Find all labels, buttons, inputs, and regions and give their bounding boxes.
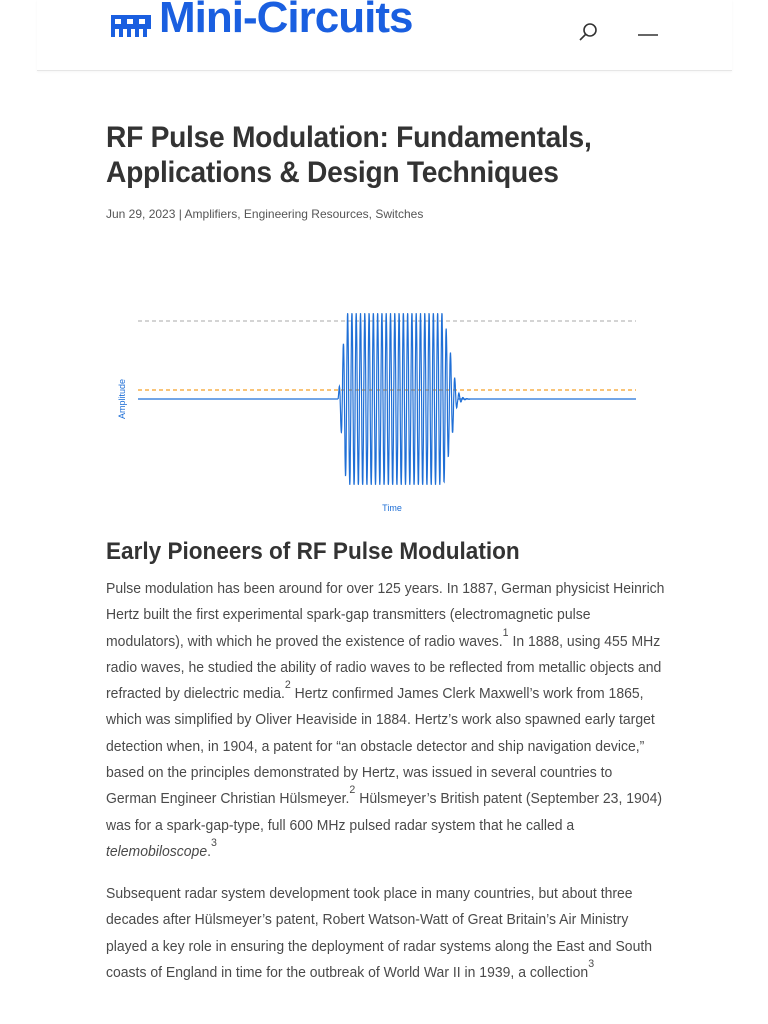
paragraph-early-pioneers: Pulse modulation has been around for over 125 years. In 1887, German physicist Heinrich Hertz built the first experimental spark-gap transmitters (electromagnetic pulse modulators), with which he proved the existence of radio waves.$^1$ In 1888, using 455 MHz radio waves, he studied the ability of radio waves to be reflected from metallic objects and refracted by dielectric media.$^2$ Hertz confirmed James Clerk Maxwell’s work from 1865, which was simplified by Oliver Heaviside in 1884. Hertz’s work also spawned early target detection when, in 1904, a patent for “an obstacle detector and ship navigation device,” based on the principles demonstrated by Hertz, was issued in several countries to German Engineer Christian Hülsmeyer.$^2$ Hülsmeyer’s British patent (September 23, 1904) was for a spark-gap-type, full 600 MHz pulsed radar system that he called a telemobiloscope.$^3$ bbox=[106, 581, 665, 860]
page-title: RF Pulse Modulation: Fundamentals, Applications & Design Techniques bbox=[106, 121, 592, 189]
footnote-ref[interactable]: 3 bbox=[588, 957, 595, 970]
category-link-amplifiers[interactable]: Amplifiers bbox=[184, 207, 238, 221]
meta-separator: | bbox=[175, 207, 185, 221]
pulse-signal bbox=[338, 313, 470, 485]
logo-mark-icon bbox=[109, 0, 153, 37]
footnote-ref[interactable]: 3 bbox=[211, 836, 217, 849]
pulse-modulation-figure bbox=[112, 300, 642, 520]
category-link-switches[interactable]: Switches bbox=[375, 207, 424, 221]
footnote-ref[interactable]: 2 bbox=[284, 679, 291, 692]
category-link-engineering-resources[interactable]: Engineering Resources bbox=[243, 207, 369, 221]
post-meta: Jun 29, 2023 | Amplifiers, Engineering Resources, Switches bbox=[106, 207, 424, 221]
section-heading: Early Pioneers of RF Pulse Modulation bbox=[106, 538, 520, 565]
article-header bbox=[106, 120, 666, 222]
logo-text: Mini-Circuits bbox=[159, 0, 413, 42]
site-header bbox=[37, 0, 732, 71]
search-icon[interactable] bbox=[578, 22, 600, 44]
menu-icon[interactable] bbox=[637, 22, 659, 44]
logo[interactable] bbox=[109, 0, 412, 50]
paragraph-subsequent-radar: Subsequent radar system development took place in many countries, but about three decades after Hülsmeyer’s patent, Robert Watson-Watt of Great Britain’s Air Ministry played a key role in ensuring the deployment of radar systems along the East and South coasts of England in time for the outbreak of World War II in 1939, a collection$^3$ bbox=[106, 886, 653, 981]
emphasis-telemobiloscope: telemobiloscope bbox=[106, 843, 208, 860]
footnote-ref[interactable]: 1 bbox=[502, 626, 509, 639]
x-axis-label: Time bbox=[382, 503, 402, 513]
footnote-ref[interactable]: 2 bbox=[349, 784, 356, 797]
post-date: Jun 29, 2023 bbox=[106, 207, 176, 221]
y-axis-label: Amplitude bbox=[117, 378, 127, 420]
